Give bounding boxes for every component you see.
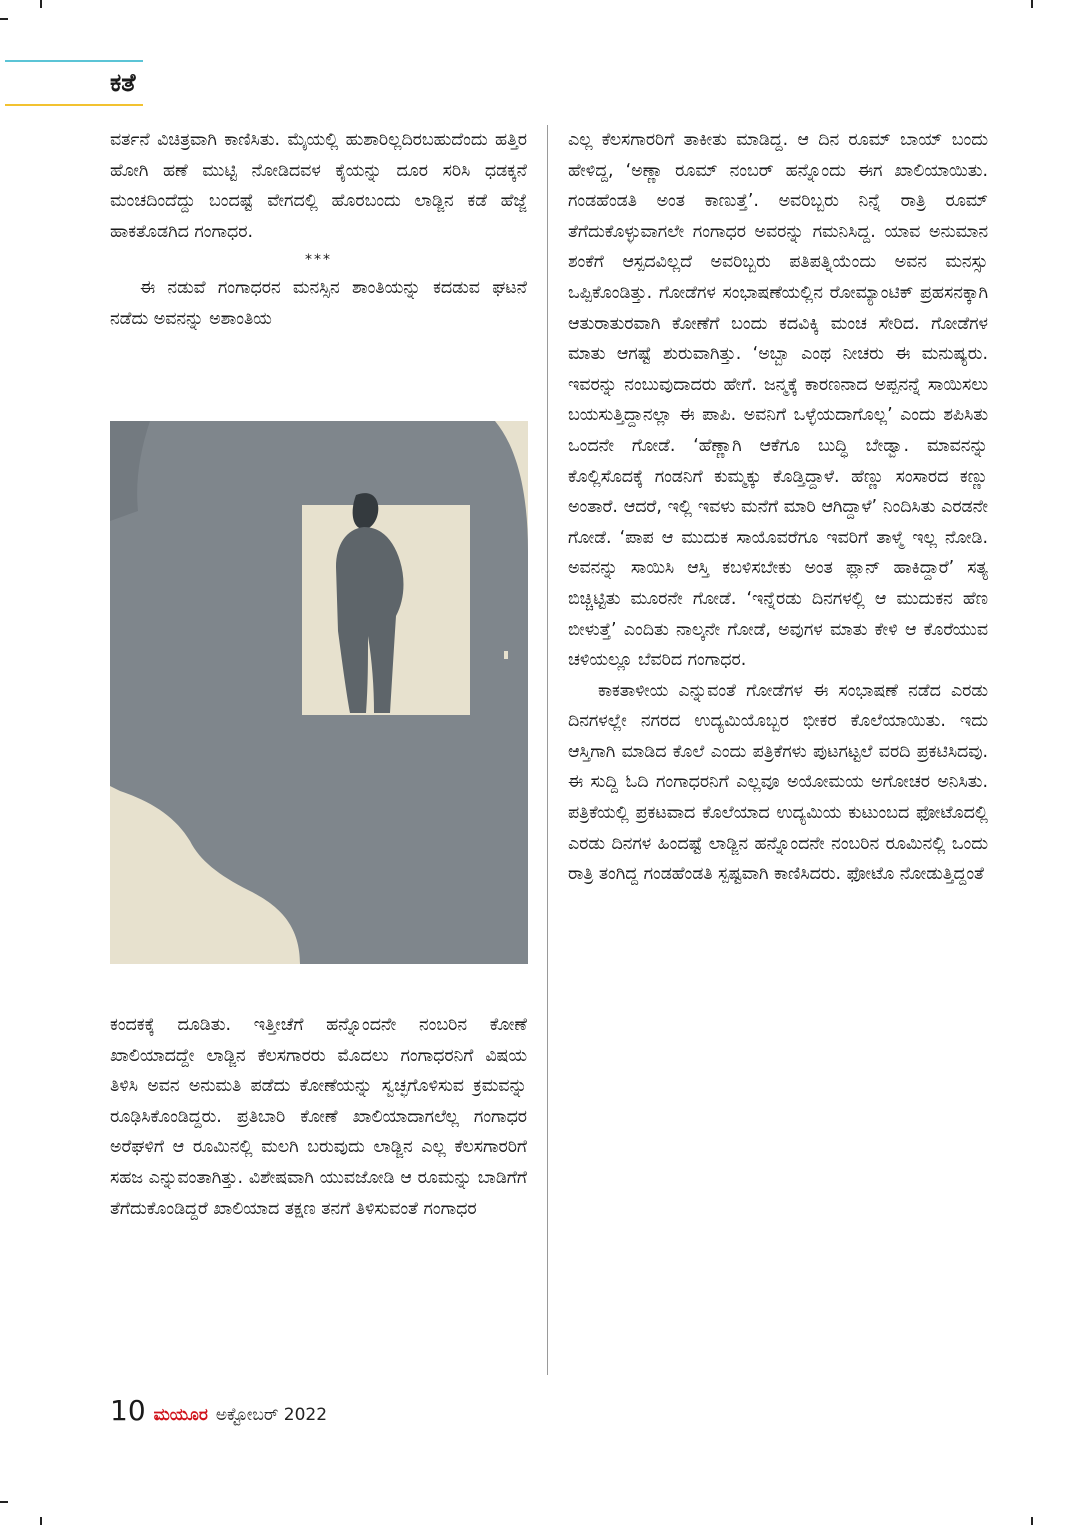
crop-mark xyxy=(1031,1517,1033,1525)
section-rule-bottom xyxy=(5,104,143,106)
crop-mark xyxy=(1031,0,1033,8)
paragraph: ಎಲ್ಲ ಕೆಲಸಗಾರರಿಗೆ ತಾಕೀತು ಮಾಡಿದ್ದ. ಆ ದಿನ ರೂಮ್ ಬಾಯ್ ಬಂದು ಹೇಳಿದ್ದ, ‘ಅಣ್ಣಾ ರೂಮ್ ನಂಬರ್ ಹನ್ನೊಂದು ಈಗ ಖಾಲಿಯಾಯಿತು. ಗಂಡಹೆಂಡತಿ ಅಂತ ಕಾಣುತ್ತೆ’. ಅವರಿಬ್ಬರು ನಿನ್ನೆ ರಾತ್ರಿ ರೂಮ್ ತೆಗೆದುಕೊಳ್ಳುವಾಗಲೇ ಗಂಗಾಧರ ಅವರನ್ನು ಗಮನಿಸಿದ್ದ. ಯಾವ ಅನುಮಾನ ಶಂಕೆಗೆ ಆಸ್ಪದವಿಲ್ಲದೆ ಅವರಿಬ್ಬರು ಪತಿಪತ್ನಿಯೆಂದು ಅವನ ಮನಸ್ಸು ಒಪ್ಪಿಕೊಂಡಿತ್ತು. ಗೋಡೆಗಳ ಸಂಭಾಷಣೆಯಲ್ಲಿನ ರೋಮ್ಯಾಂಟಿಕ್ ಪ್ರಹಸನಕ್ಕಾಗಿ ಆತುರಾತುರವಾಗಿ ಕೋಣೆಗೆ ಬಂದು ಕದವಿಕ್ಕಿ ಮಂಚ ಸೇರಿದ. ಗೋಡೆಗಳ ಮಾತು ಆಗಷ್ಟೆ ಶುರುವಾಗಿತ್ತು. ‘ಅಬ್ಬಾ ಎಂಥ ನೀಚರು ಈ ಮನುಷ್ಯರು. ಇವರನ್ನು ನಂಬುವುದಾದರು ಹೇಗೆ. ಜನ್ಮಕ್ಕೆ ಕಾರಣನಾದ ಅಪ್ಪನನ್ನೆ ಸಾಯಿಸಲು ಬಯಸುತ್ತಿದ್ದಾನಲ್ಲಾ ಈ ಪಾಪಿ. ಅವನಿಗೆ ಒಳ್ಳೆಯದಾಗೊಲ್ಲ’ ಎಂದು ಶಪಿಸಿತು ಒಂದನೇ ಗೋಡೆ. ‘ಹೆಣ್ಣಾಗಿ ಆಕೆಗೂ ಬುದ್ಧಿ ಬೇಡ್ವಾ. ಮಾವನನ್ನು ಕೊಲ್ಲಿಸೊದಕ್ಕೆ ಗಂಡನಿಗೆ ಕುಮ್ಮಕ್ಕು ಕೊಡ್ತಿದ್ದಾಳೆ. ಹೆಣ್ಣು ಸಂಸಾರದ ಕಣ್ಣು ಅಂತಾರೆ. ಆದರೆ, ಇಲ್ಲಿ ಇವಳು ಮನೆಗೆ ಮಾರಿ ಆಗಿದ್ದಾಳೆ’ ನಿಂದಿಸಿತು ಎರಡನೇ ಗೋಡೆ. ‘ಪಾಪ ಆ ಮುದುಕ ಸಾಯೊವರೆಗೂ ಇವರಿಗೆ ತಾಳ್ಮೆ ಇಲ್ಲ ನೋಡಿ. ಅವನನ್ನು ಸಾಯಿಸಿ ಆಸ್ತಿ ಕಬಳಿಸಬೇಕು ಅಂತ ಪ್ಲಾನ್ ಹಾಕಿದ್ದಾರೆ’ ಸತ್ಯ ಬಿಚ್ಚಿಟ್ಟಿತು ಮೂರನೇ ಗೋಡೆ. ‘ಇನ್ನೆರಡು ದಿನಗಳಲ್ಲಿ ಆ ಮುದುಕನ ಹೆಣ ಬೀಳುತ್ತೆ’ ಎಂದಿತು ನಾಲ್ಕನೇ ಗೋಡೆ, ಅವುಗಳ ಮಾತು ಕೇಳಿ ಆ ಕೊರೆಯುವ ಚಳಿಯಲ್ಲೂ ಬೆವರಿದ ಗಂಗಾಧರ. xyxy=(568,130,988,671)
section-title: ಕತೆ xyxy=(110,68,136,97)
magazine-logo: ಮಯೂರ xyxy=(153,1405,208,1425)
left-column-top xyxy=(110,125,527,335)
left-column-bottom xyxy=(110,1010,527,1224)
section-rule-top xyxy=(5,60,143,62)
crop-mark xyxy=(40,1517,42,1525)
page-footer xyxy=(110,1394,327,1427)
right-column xyxy=(568,125,988,890)
paragraph: ವರ್ತನೆ ವಿಚಿತ್ರವಾಗಿ ಕಾಣಿಸಿತು. ಮೈಯಲ್ಲಿ ಹುಶಾರಿಲ್ಲದಿರಬಹುದೆಂದು ಹತ್ತಿರ ಹೋಗಿ ಹಣೆ ಮುಟ್ಟಿ ನೋಡಿದವಳ ಕೈಯನ್ನು ದೂರ ಸರಿಸಿ ಧಡಕ್ಕನೆ ಮಂಚದಿಂದೆದ್ದು ಬಂದಷ್ಟೆ ವೇಗದಲ್ಲಿ ಹೊರಬಂದು ಲಾಡ್ಜಿನ ಕಡೆ ಹೆಜ್ಜೆ ಹಾಕತೊಡಗಿದ ಗಂಗಾಧರ. xyxy=(110,130,527,242)
crop-mark xyxy=(0,18,8,20)
column-divider xyxy=(547,125,548,1375)
paragraph: ಈ ನಡುವೆ ಗಂಗಾಧರನ ಮನಸ್ಸಿನ ಶಾಂತಿಯನ್ನು ಕದಡುವ ಘಟನೆ ನಡೆದು ಅವನನ್ನು ಅಶಾಂತಿಯ xyxy=(110,278,527,329)
paragraph: ಕಂದಕಕ್ಕೆ ದೂಡಿತು. ಇತ್ತೀಚೆಗೆ ಹನ್ನೊಂದನೇ ನಂಬರಿನ ಕೋಣೆ ಖಾಲಿಯಾದದ್ದೇ ಲಾಡ್ಜಿನ ಕೆಲಸಗಾರರು ಮೊದಲು ಗಂಗಾಧರನಿಗೆ ವಿಷಯ ತಿಳಿಸಿ ಅವನ ಅನುಮತಿ ಪಡೆದು ಕೋಣೆಯನ್ನು ಸ್ವಚ್ಛಗೊಳಿಸುವ ಕ್ರಮವನ್ನು ರೂಢಿಸಿಕೊಂಡಿದ್ದರು. ಪ್ರತಿಬಾರಿ ಕೋಣೆ ಖಾಲಿಯಾದಾಗಲೆಲ್ಲ ಗಂಗಾಧರ ಅರೆಘಳಿಗೆ ಆ ರೂಮಿನಲ್ಲಿ ಮಲಗಿ ಬರುವುದು ಲಾಡ್ಜಿನ ಎಲ್ಲ ಕೆಲಸಗಾರರಿಗೆ ಸಹಜ ಎನ್ನುವಂತಾಗಿತ್ತು. ವಿಶೇಷವಾಗಿ ಯುವಜೋಡಿ ಆ ರೂಮನ್ನು ಬಾಡಿಗೆಗೆ ತೆಗೆದುಕೊಂಡಿದ್ದರೆ ಖಾಲಿಯಾದ ತಕ್ಷಣ ತನಗೆ ತಿಳಿಸುವಂತೆ ಗಂಗಾಧರ xyxy=(110,1015,527,1219)
story-illustration xyxy=(110,421,528,964)
crop-mark xyxy=(0,1501,8,1503)
crop-mark xyxy=(40,0,42,8)
page-number: 10 xyxy=(110,1394,146,1427)
issue-date: ಅಕ್ಟೋಬರ್ 2022 xyxy=(215,1405,328,1425)
paragraph: ಕಾಕತಾಳೀಯ ಎನ್ನುವಂತೆ ಗೋಡೆಗಳ ಈ ಸಂಭಾಷಣೆ ನಡೆದ ಎರಡು ದಿನಗಳಲ್ಲೇ ನಗರದ ಉದ್ಯಮಿಯೊಬ್ಬರ ಭೀಕರ ಕೊಲೆಯಾಯಿತು. ಇದು ಆಸ್ತಿಗಾಗಿ ಮಾಡಿದ ಕೊಲೆ ಎಂದು ಪತ್ರಿಕೆಗಳು ಪುಟಗಟ್ಟಲೆ ವರದಿ ಪ್ರಕಟಿಸಿದವು. ಈ ಸುದ್ದಿ ಓದಿ ಗಂಗಾಧರನಿಗೆ ಎಲ್ಲವೂ ಅಯೋಮಯ ಅಗೋಚರ ಅನಿಸಿತು. ಪತ್ರಿಕೆಯಲ್ಲಿ ಪ್ರಕಟವಾದ ಕೊಲೆಯಾದ ಉದ್ಯಮಿಯ ಕುಟುಂಬದ ಫೋಟೊದಲ್ಲಿ ಎರಡು ದಿನಗಳ ಹಿಂದಷ್ಟೆ ಲಾಡ್ಜಿನ ಹನ್ನೊಂದನೇ ನಂಬರಿನ ರೂಮಿನಲ್ಲಿ ಒಂದು ರಾತ್ರಿ ತಂಗಿದ್ದ ಗಂಡಹೆಂಡತಿ ಸ್ಪಷ್ಟವಾಗಿ ಕಾಣಿಸಿದರು. ಫೋಟೊ ನೋಡುತ್ತಿದ್ದಂತೆ xyxy=(568,680,988,885)
scene-separator: *** xyxy=(305,252,332,269)
